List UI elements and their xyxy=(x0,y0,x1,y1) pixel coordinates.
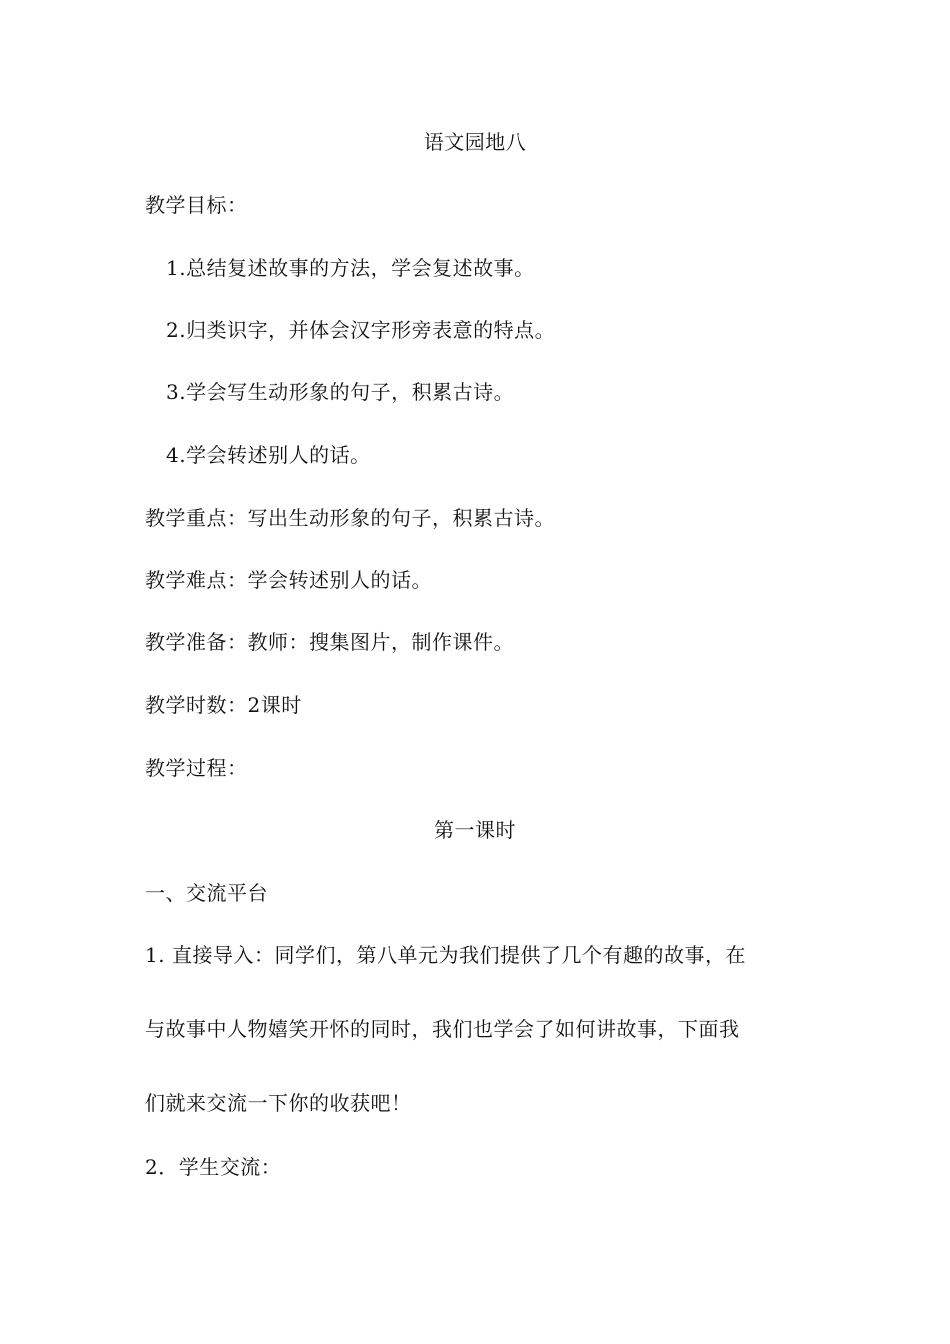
document-title: 语文园地八 xyxy=(423,130,527,154)
objective-item: 4.学会转述别人的话。 xyxy=(166,443,371,467)
objectives-heading: 教学目标： xyxy=(145,193,248,217)
paragraph-line: 1. 直接导入：同学们，第八单元为我们提供了几个有趣的故事，在 xyxy=(145,943,746,967)
objective-item: 2.归类识字，并体会汉字形旁表意的特点。 xyxy=(166,318,556,342)
teaching-hours: 教学时数：2课时 xyxy=(145,693,302,717)
student-exchange: 2．学生交流： xyxy=(145,1155,282,1179)
process-heading: 教学过程： xyxy=(145,756,248,780)
paragraph-line: 们就来交流一下你的收获吧！ xyxy=(145,1091,412,1115)
lesson-heading: 第一课时 xyxy=(434,818,516,842)
key-point: 教学重点：写出生动形象的句子，积累古诗。 xyxy=(145,506,555,530)
objective-item: 3.学会写生动形象的句子，积累古诗。 xyxy=(166,380,515,404)
paragraph-line: 与故事中人物嬉笑开怀的同时，我们也学会了如何讲故事，下面我 xyxy=(145,1017,740,1041)
objective-item: 1.总结复述故事的方法，学会复述故事。 xyxy=(166,256,535,280)
difficulty: 教学难点：学会转述别人的话。 xyxy=(145,568,432,592)
section-heading: 一、交流平台 xyxy=(145,881,268,905)
preparation: 教学准备：教师：搜集图片，制作课件。 xyxy=(145,630,514,654)
